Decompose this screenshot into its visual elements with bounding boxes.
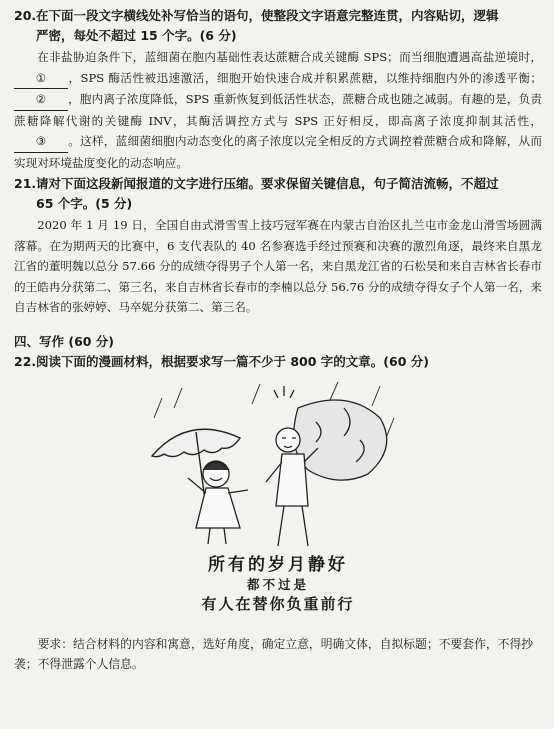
q20-blank-3: ③ xyxy=(14,131,68,153)
q22-prompt-text: 阅读下面的漫画材料，根据要求写一篇不少于 800 字的文章。(60 分) xyxy=(36,353,429,369)
girl-figure xyxy=(188,461,248,544)
q21-prompt-line2: 65 个字。(5 分) xyxy=(36,196,133,211)
q20-blank-2: ② xyxy=(14,89,68,111)
section-writing-title: 四、写作 (60 分) xyxy=(14,333,115,349)
q20-passage xyxy=(14,47,542,173)
comic-caption-line1: 所有的岁月静好 xyxy=(208,554,348,575)
comic-illustration xyxy=(148,378,408,628)
q21-prompt-line1: 请对下面这段新闻报道的文字进行压缩。要求保留关键信息，句子简洁流畅，不超过 xyxy=(36,176,499,191)
q22-prompt xyxy=(14,352,542,372)
q20-passage-part4: 。这样，蓝细菌细胞内动态变化的离子浓度以完全相反的方式调控着蔗糖合成和降解，从而实现对环境盐度变化的动态响应。 xyxy=(14,134,542,170)
q21-prompt xyxy=(14,174,542,194)
q20-blank-1: ① xyxy=(14,68,68,90)
q20-passage-part1: 在非盐胁迫条件下，蓝细菌在胞内基础性表达蔗糖合成关键酶 SPS；而当细胞遭遇高盐逆境时， xyxy=(37,50,542,64)
comic-caption-line3: 有人在替你负重前行 xyxy=(201,594,355,613)
q20-number: 20. xyxy=(14,8,37,23)
q20-prompt-line1: 在下面一段文字横线处补写恰当的语句，使整段文字语意完整连贯，内容贴切，逻辑 xyxy=(36,8,499,23)
q20-passage-part3: ，胞内离子浓度降低，SPS 重新恢复到低活性状态，蔗糖合成也随之减弱。有趣的是，负责蔗糖降解代谢的关键酶 INV，其酶活调控方式与 SPS 正好相反，即高离子浓度抑制其活性， xyxy=(14,92,542,128)
q21-passage: 2020 年 1 月 19 日，全国自由式滑雪雪上技巧冠军赛在内蒙古自治区扎兰屯市金龙山滑雪场圆满落幕。在为期两天的比赛中，6 支代表队的 40 名参赛选手经过预赛和决赛的激烈角逐，最终来自黑龙江省的董明魏以总分 57.66 分的成绩夺得男子个人第一名，来自黑龙江省的石松昊和来自吉林省长春市的王皓冉分获第二、第三名，来自吉林省长春市的李楠以总分 56.76 分的成绩夺得女子个人第一名，来自吉林省的张婷婷、马卒妮分获第二、第三名。 xyxy=(14,218,542,314)
q20-prompt xyxy=(14,6,542,26)
q22-number: 22. xyxy=(14,353,37,369)
man-figure xyxy=(266,386,387,546)
comic-drawing xyxy=(148,378,408,553)
q20-prompt-line2: 严密，每处不超过 15 个字。(6 分) xyxy=(36,28,237,43)
q22-requirement: 要求：结合材料的内容和寓意，选好角度，确定立意，明确文体，自拟标题；不要套作，不得抄袭；不得泄露个人信息。 xyxy=(14,636,534,671)
q20-passage-part2: ，SPS 酶活性被迅速激活，细胞开始快速合成并积累蔗糖，以维持细胞内外的渗透平衡； xyxy=(68,70,542,85)
comic-caption-line2: 都不过是 xyxy=(246,576,309,592)
q21-number: 21. xyxy=(14,176,37,191)
